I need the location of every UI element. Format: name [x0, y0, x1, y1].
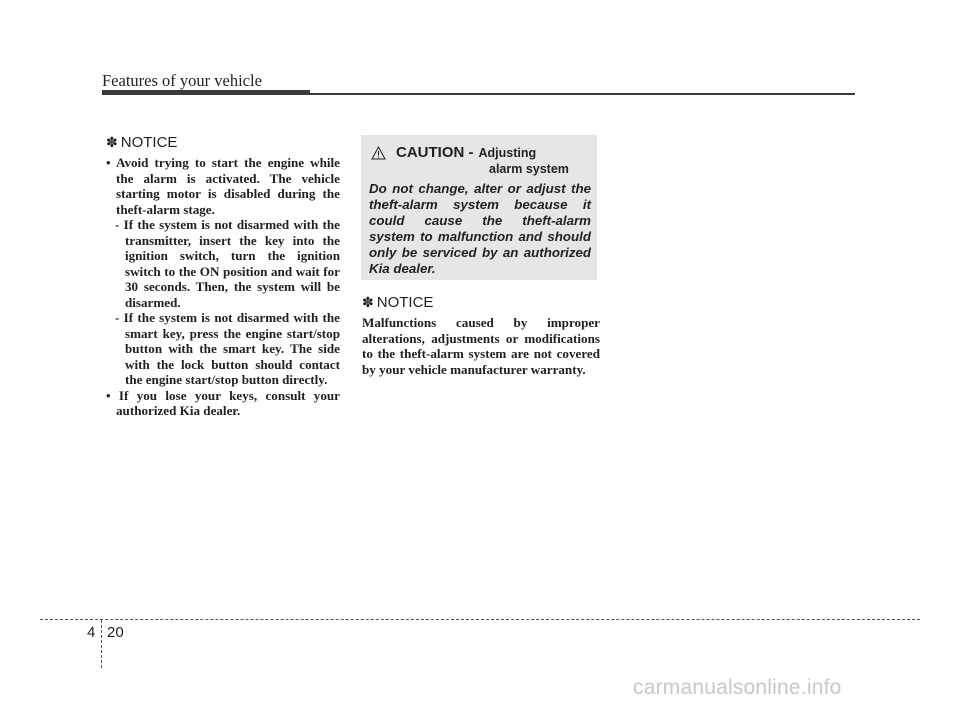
- notice-star-icon: ✽: [362, 294, 374, 310]
- caution-heading: [371, 144, 536, 161]
- notice-bullet-item: • Avoid trying to start the engine while the alarm is activated. The vehicle starting motor is disabled during the theft-alarm stage.: [106, 155, 340, 217]
- notice-list: [106, 155, 340, 419]
- caution-body: Do not change, alter or adjust the theft-alarm system because it could cause the theft-alarm system to malfunction and should only be serviced by an authorized Kia dealer.: [369, 181, 591, 276]
- notice-paragraph: Malfunctions caused by improper alterations, adjustments or modifications to the theft-alarm system are not covered by your vehicle manufacturer warranty.: [362, 315, 600, 377]
- notice-sub-item: - If the system is not disarmed with the smart key, press the engine start/stop button with the smart key. The side with the lock button should contact the engine start/stop button directly.: [115, 310, 340, 387]
- notice-bullet-item: • If you lose your keys, consult your authorized Kia dealer.: [106, 387, 340, 418]
- header-rule-thick: [102, 90, 310, 95]
- watermark: carmanualsonline.info: [633, 676, 842, 699]
- notice-star-icon: ✽: [106, 134, 118, 150]
- caution-box: [361, 135, 597, 280]
- notice-title: NOTICE: [120, 134, 178, 151]
- right-column: [362, 294, 600, 377]
- page-header-title: Features of your vehicle: [102, 71, 262, 90]
- chapter-number: 4: [87, 624, 96, 641]
- footer-dashed-rule: [40, 619, 920, 620]
- notice-heading: [106, 134, 340, 151]
- caution-label: CAUTION -: [396, 144, 474, 161]
- notice-heading: [362, 294, 600, 311]
- left-column: [106, 134, 340, 419]
- page-number: 20: [107, 624, 124, 641]
- footer-dashed-divider: [101, 620, 102, 668]
- caution-subtitle-line2: alarm system: [489, 162, 569, 176]
- notice-sub-item: - If the system is not disarmed with the transmitter, insert the key into the ignition switch, turn the ignition switch to the ON position and wait for 30 seconds. Then, the system will be disarmed.: [115, 217, 340, 310]
- header-rule-thin: [310, 93, 855, 95]
- caution-subtitle: Adjusting: [478, 146, 537, 160]
- warning-triangle-icon: [371, 146, 386, 160]
- notice-title: NOTICE: [376, 294, 434, 311]
